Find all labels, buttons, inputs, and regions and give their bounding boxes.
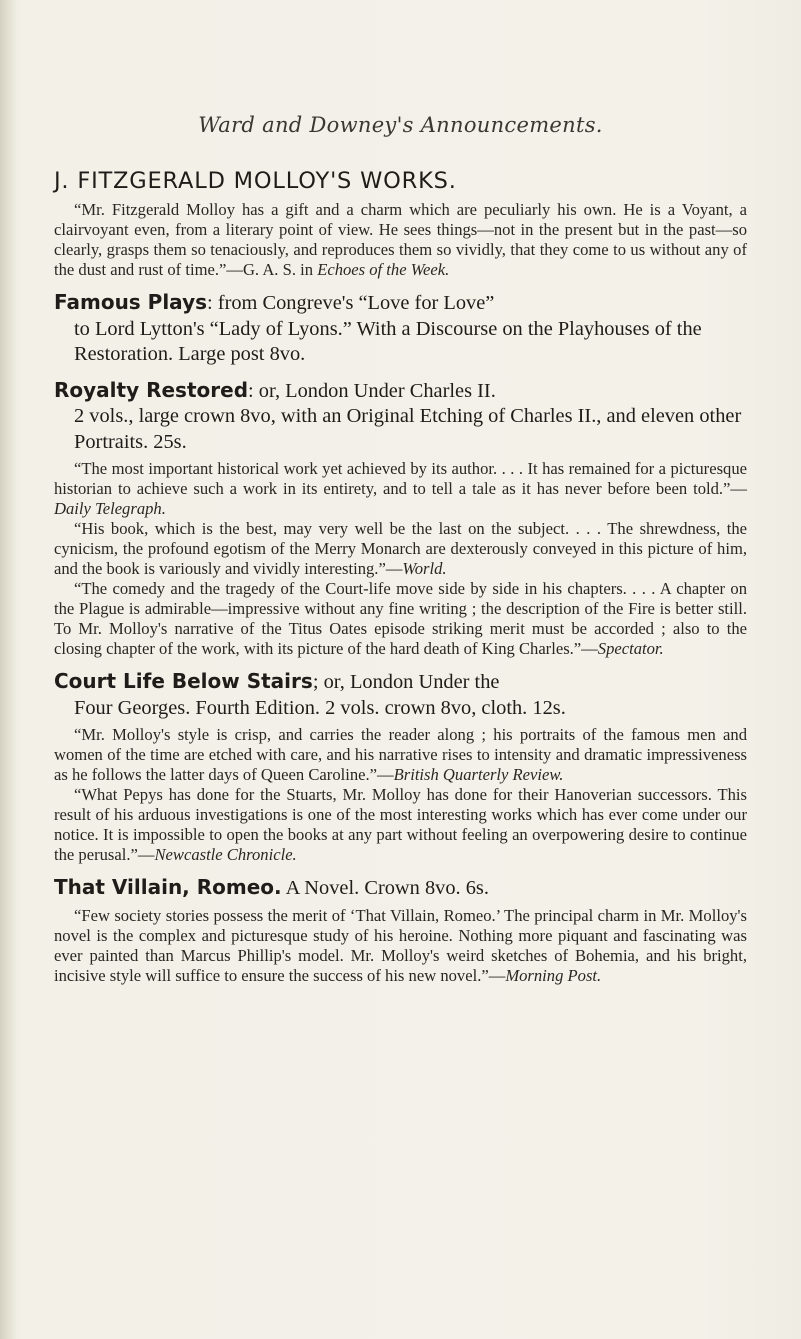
- review-quote: [54, 785, 747, 865]
- review-source: World.: [402, 559, 447, 578]
- review-quote: [54, 906, 747, 986]
- review-text: “The comedy and the tragedy of the Court-life move side by side in his chapters. . . . A chapter on the Plague is admirable—impressive without any fine writing ; the description of the Fire is better still. To Mr. Molloy's narrative of the Titus Oates episode striking merit must be accorded ; also to the closing chapter of the work, with its picture of the hard death of King Charles.”—: [54, 579, 747, 658]
- book-entry-that-villain-romeo: [54, 875, 747, 902]
- page-edge: [0, 0, 16, 1339]
- review-quote: [54, 459, 747, 519]
- content-column: [54, 168, 747, 986]
- review-source: British Quarterly Review.: [393, 765, 564, 784]
- section-title: J. FITZGERALD MOLLOY'S WORKS.: [54, 168, 457, 194]
- review-text: “What Pepys has done for the Stuarts, Mr. Molloy has done for their Hanoverian successors. This result of his arduous investigations is one of the most interesting works which has ever come under our notice. It is impossible to open the books at any part without feeling an overpowering desire to continue the perusal.”—: [54, 785, 747, 864]
- book-description: Four Georges. Fourth Edition. 2 vols. crown 8vo, cloth. 12s.: [74, 696, 566, 719]
- review-source: Spectator.: [597, 639, 664, 658]
- review-text: “Few society stories possess the merit of ‘That Villain, Romeo.’ The principal charm in Mr. Molloy's novel is the complex and picturesque study of his heroine. Nothing more piquant and fascinating was ever painted than Marcus Phillip's model. Mr. Molloy's weird sketches of Bohemia, and his bright, incisive style will suffice to ensure the success of his new novel.”—: [54, 905, 747, 985]
- review-quote: [54, 579, 747, 659]
- book-title: That Villain, Romeo.: [54, 875, 282, 899]
- review-source: Morning Post.: [505, 965, 602, 985]
- book-title-rest: : from Congreve's “Love for Love”: [207, 292, 495, 314]
- review-quote: [54, 725, 747, 785]
- book-title-rest: ; or, London Under the: [312, 671, 500, 693]
- review-source: Newcastle Chronicle.: [154, 845, 297, 864]
- book-title: Court Life Below Stairs: [54, 669, 313, 693]
- book-description: 2 vols., large crown 8vo, with an Original Etching of Charles II., and eleven other Portraits. 25s.: [74, 405, 742, 453]
- review-text: “His book, which is the best, may very well be the last on the subject. . . . The shrewdness, the cynicism, the profound egotism of the Merry Monarch are dexterously conveyed in this picture of him, and the book is variously and vividly interesting.”—: [54, 519, 747, 578]
- book-entry-famous-plays: [54, 290, 747, 368]
- book-title-rest: : or, London Under Charles II.: [248, 379, 496, 402]
- review-quote: [54, 519, 747, 579]
- intro-quote-text: “Mr. Fitzgerald Molloy has a gift and a charm which are peculiarly his own. He is a Voyant, a clairvoyant even, from a literary point of view. He sees things—not in the present but in the past—so clearly, grasps them so tenaciously, and reproduces them so vividly, that they come to us without any of the dust and rust of time.”—G. A. S. in: [54, 200, 747, 279]
- review-text: “Mr. Molloy's style is crisp, and carries the reader along ; his portraits of the famous men and women of the time are etched with care, and his narrative rises to intensity and dramatic impressiveness as he follows the latter days of Queen Caroline.”—: [54, 725, 747, 784]
- book-entry-royalty-restored: [54, 378, 747, 456]
- intro-quote-source: Echoes of the Week.: [317, 260, 450, 279]
- book-title-rest: A Novel. Crown 8vo. 6s.: [281, 877, 489, 899]
- book-title: Royalty Restored: [54, 377, 249, 402]
- book-description: to Lord Lytton's “Lady of Lyons.” With a Discourse on the Playhouses of the Restoration. Large post 8vo.: [74, 317, 702, 365]
- book-entry-court-life: [54, 669, 747, 721]
- review-source: Daily Telegraph.: [54, 499, 166, 518]
- running-head: Ward and Downey's Announcements.: [198, 113, 603, 137]
- intro-quote: [54, 200, 747, 280]
- review-text: “The most important historical work yet achieved by its author. . . . It has remained for a picturesque historian to achieve such a work in its entirety, and to tell a tale as it has never before been told.”—: [54, 459, 747, 498]
- book-title: Famous Plays: [54, 290, 208, 314]
